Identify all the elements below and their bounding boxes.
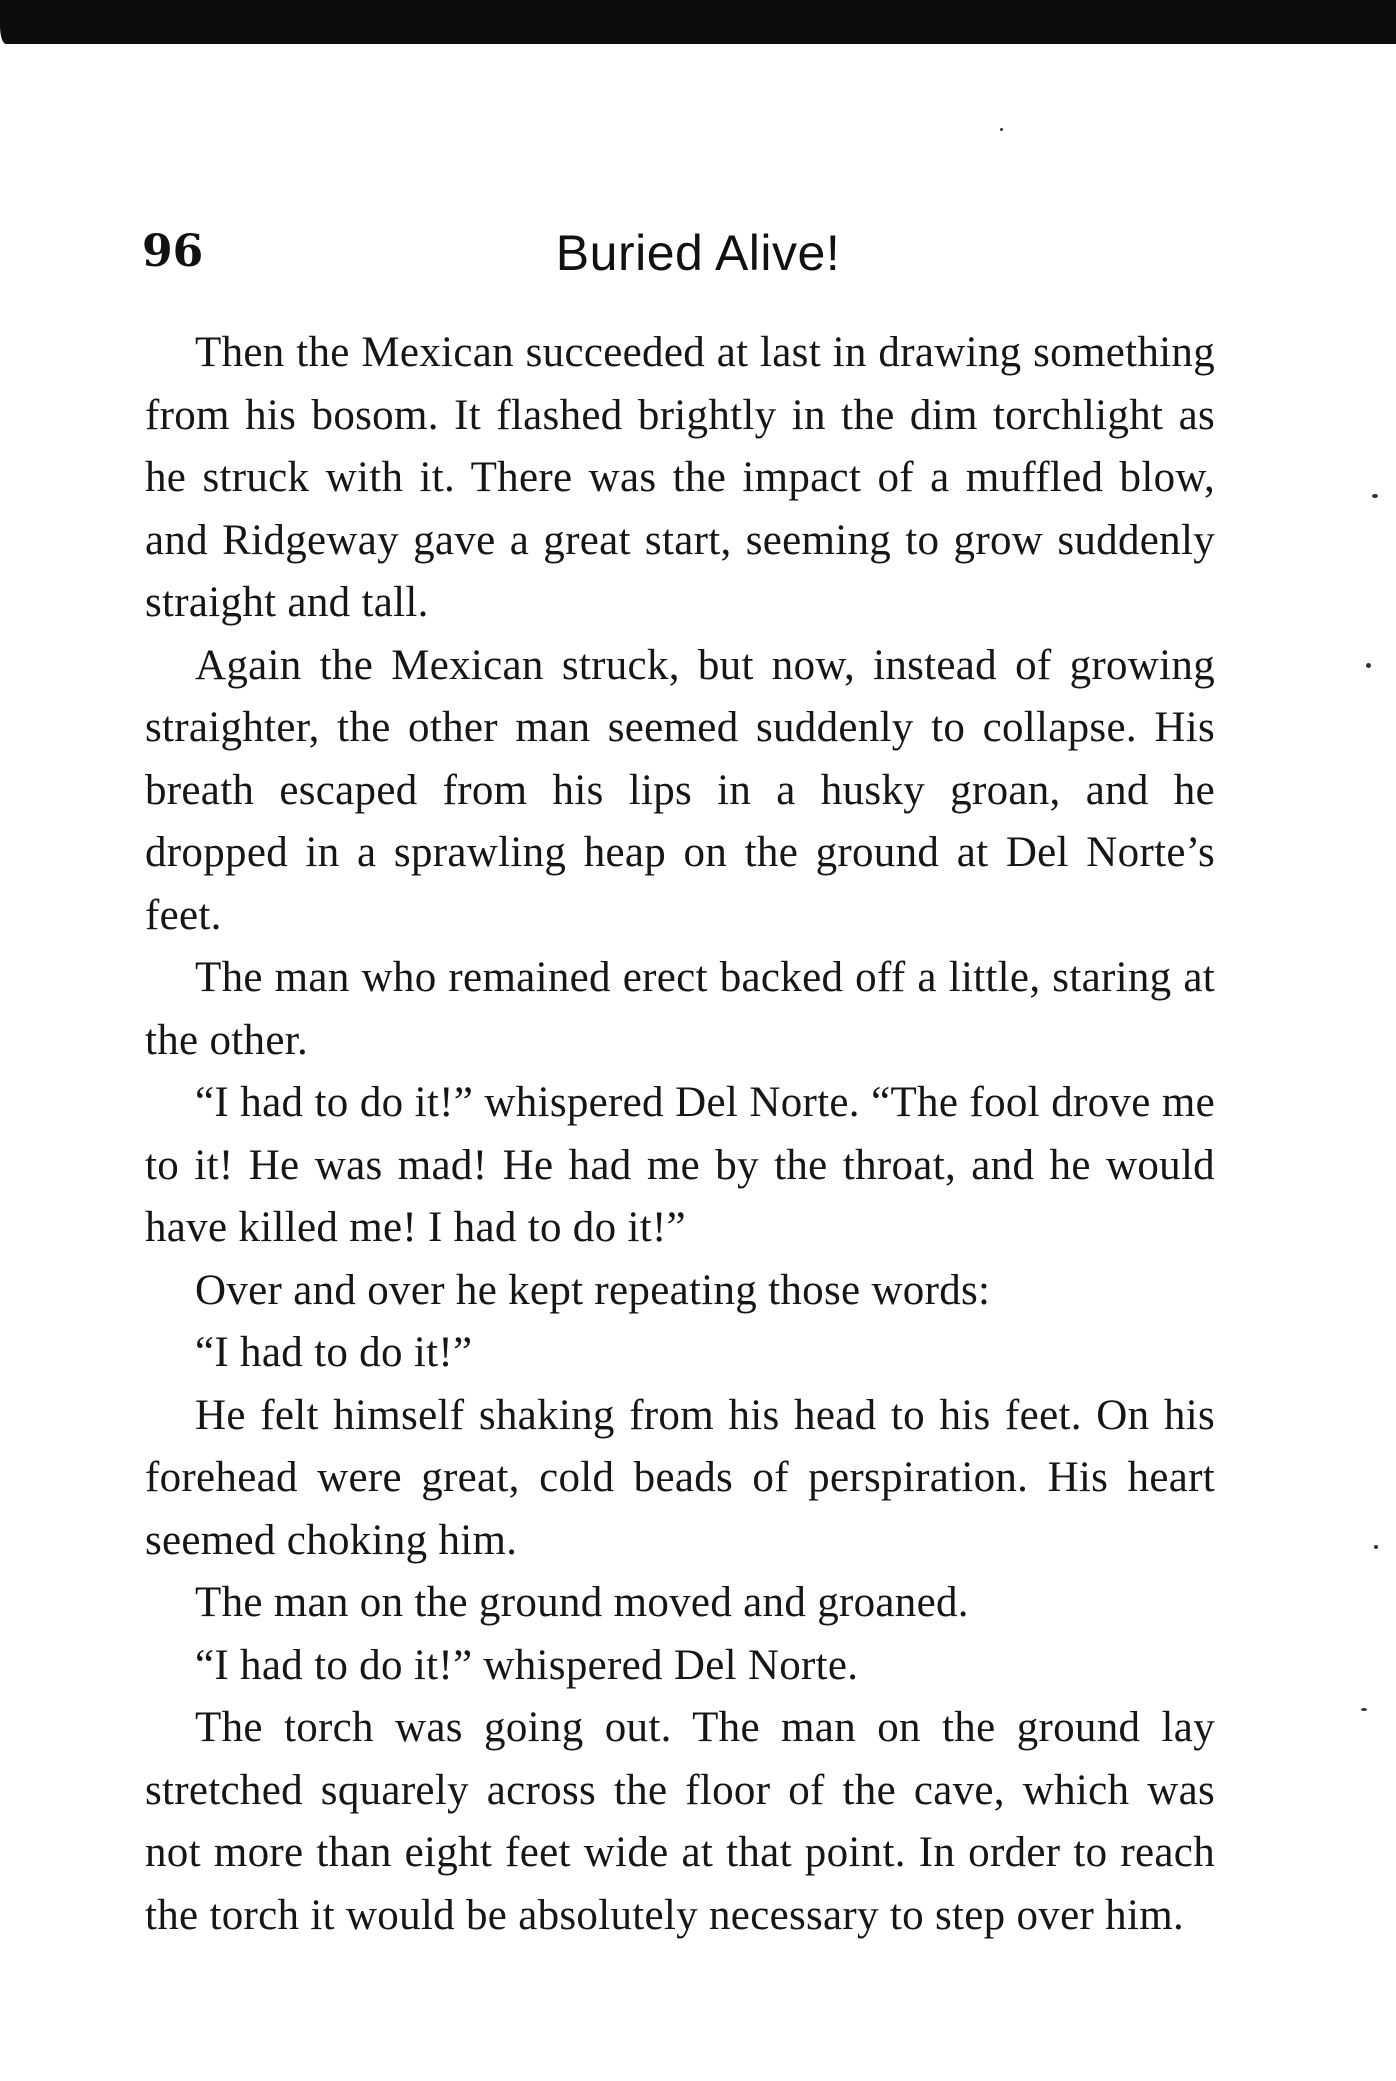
paragraph: Over and over he kept repeating those words:	[195, 1266, 991, 1314]
paragraph: “I had to do it!”	[195, 1329, 473, 1376]
paragraph: The torch was going out. The man on the ground lay stretched squarely across the floor of the cave, which was not more than eight feet wide at that point. In order to reach the torch it would be absolutely necessary to step over him.	[145, 1704, 1215, 1939]
running-title: Buried Alive!	[555, 225, 841, 281]
page-header	[0, 218, 1396, 288]
scan-speck	[1374, 1545, 1378, 1549]
scan-speck	[1366, 663, 1371, 668]
scan-speck	[1372, 494, 1378, 498]
scan-speck	[1361, 1708, 1367, 1711]
paragraph: “I had to do it!” whispered Del Norte.	[195, 1641, 859, 1689]
paragraph: He felt himself shaking from his head to his feet. On his forehead were great, cold beads of perspiration. His heart seemed choking him.	[145, 1391, 1215, 1564]
scan-speck	[1000, 128, 1003, 131]
body-text	[145, 322, 1215, 1947]
page-number: 96	[142, 226, 204, 277]
page-top-border	[0, 0, 1396, 44]
paragraph: “I had to do it!” whispered Del Norte. “The fool drove me to it! He was mad! He had me by the throat, and he would have killed me! I had to do it!”	[145, 1079, 1215, 1251]
paragraph: Then the Mexican succeeded at last in drawing something from his bosom. It flashed brightly in the dim torchlight as he struck with it. There was the impact of a muffled blow, and Ridgeway gave a great start, seeming to grow suddenly straight and tall.	[145, 329, 1215, 626]
paragraph: The man on the ground moved and groaned.	[195, 1579, 969, 1626]
paragraph: The man who remained erect backed off a little, staring at the other.	[145, 954, 1215, 1064]
paragraph: Again the Mexican struck, but now, instead of growing straighter, the other man seemed suddenly to collapse. His breath escaped from his lips in a husky groan, and he dropped in a sprawling heap on the ground at Del Norte’s feet.	[145, 641, 1215, 939]
